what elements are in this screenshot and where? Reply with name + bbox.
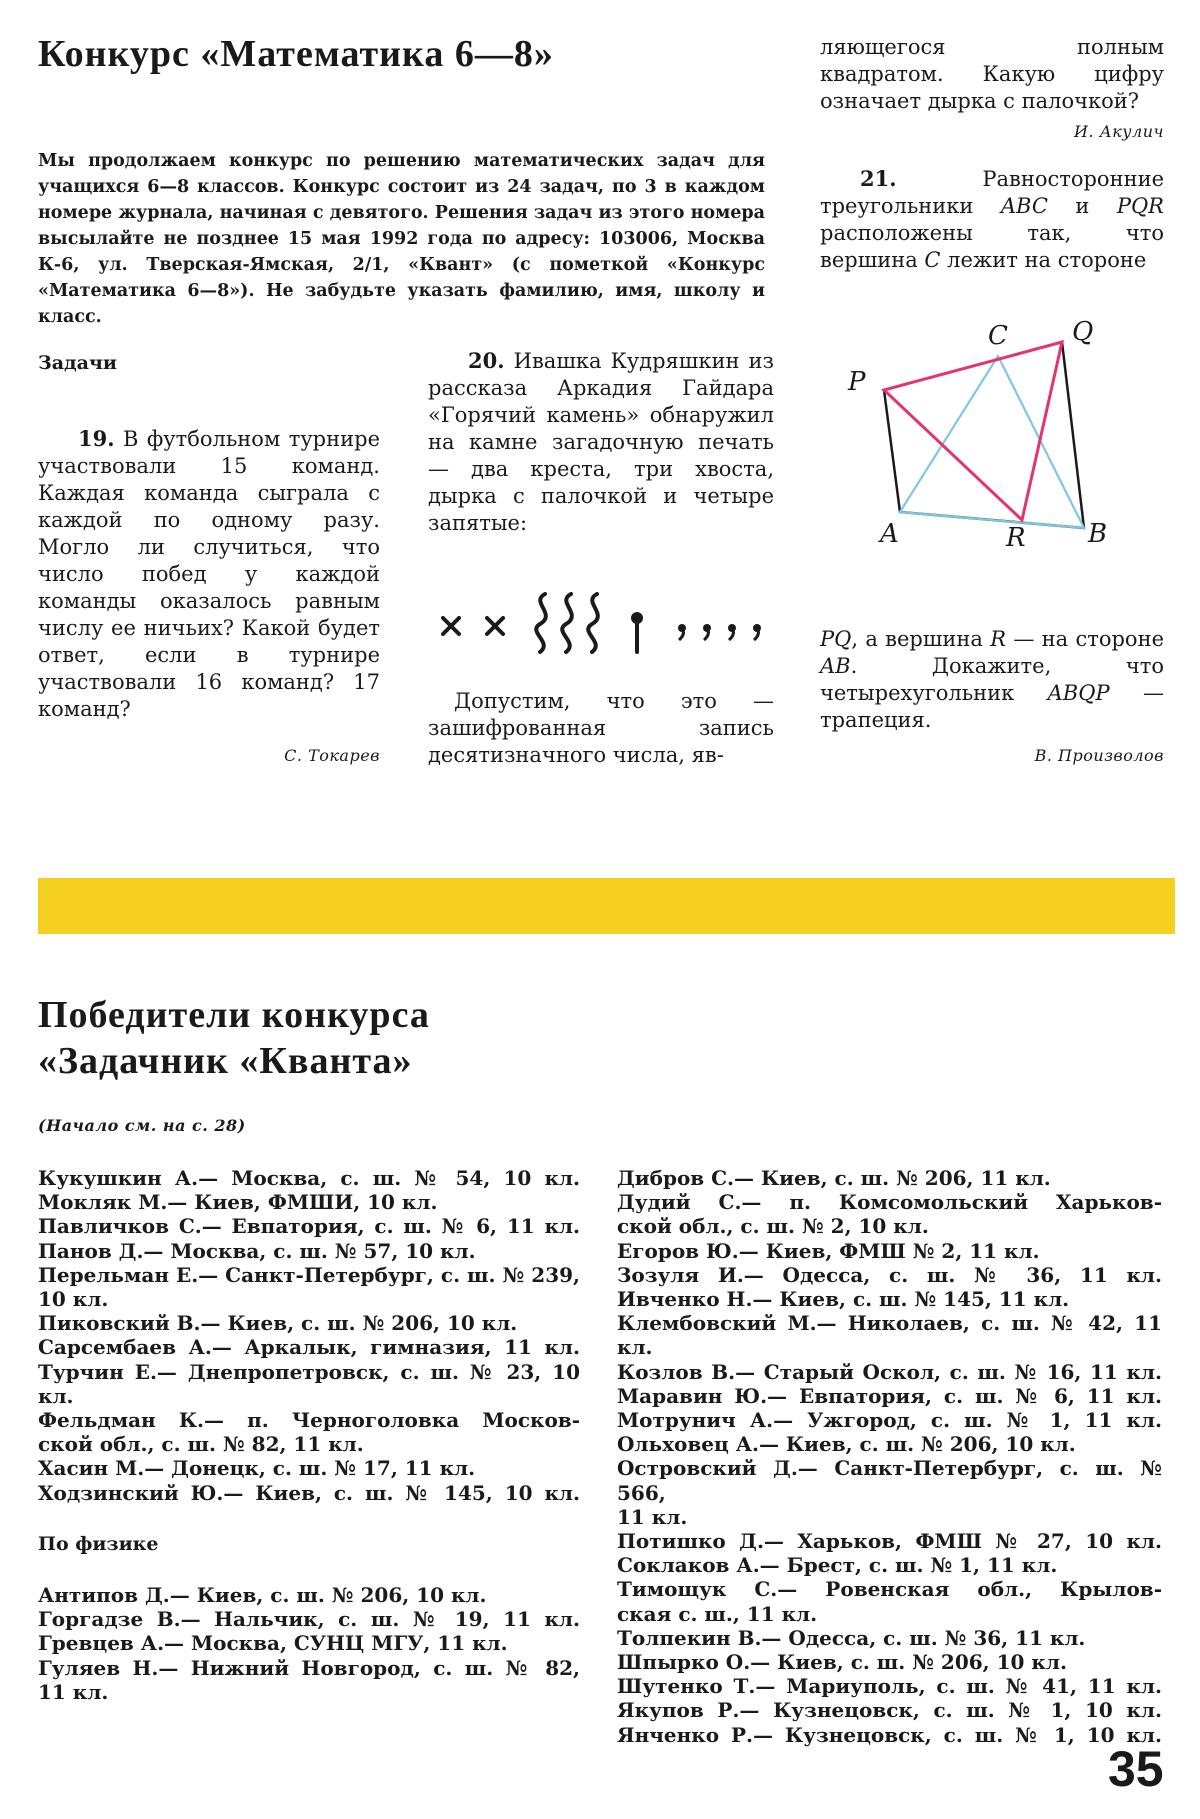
winners-list-left [38, 1166, 580, 1505]
list-item: Зозуля И.— Одесса, с. ш. № 36, 11 кл. [617, 1262, 1162, 1287]
list-item: Мокляк М.— Киев, ФМШИ, 10 кл. [38, 1190, 438, 1215]
list-item: Фельдман К.— п. Черноголовка Москов- [38, 1408, 580, 1433]
winners-list-physics [38, 1583, 580, 1704]
list-item: Павличков С.— Евпатория, с. ш. № 6, 11 кл. [38, 1214, 580, 1239]
contest-intro: Мы продолжаем конкурс по решению математических задач для учащихся 6—8 классов. Конкурс состоит из 24 задач, по 3 в каждом номере журнала, начиная с девятого. Решения задач из этого номера высылайте не позднее 15 мая 1992 года по адресу: 103006, Москва К-6, ул. Тверская-Ямская, 2/1, «Квант» (с пометкой «Конкурс «Математика 6—8»). Не забудьте указать фамилию, имя, школу и класс. [38, 151, 765, 327]
page-number: 35 [1108, 1741, 1164, 1797]
problem-19 [38, 425, 380, 723]
list-item: Пиковский В.— Киев, с. ш. № 206, 10 кл. [38, 1311, 518, 1336]
problem-21-text2-c: — на стороне [1006, 627, 1165, 651]
label-a: A [880, 519, 899, 549]
list-item: Толпекин В.— Одесса, с. ш. № 36, 11 кл. [617, 1625, 1086, 1650]
list-item: Ходзинский Ю.— Киев, с. ш. № 145, 10 кл. [38, 1480, 580, 1505]
yellow-divider-band [38, 878, 1175, 934]
problem-19-text: В футбольном турнире участвовали 15 команд. Каждая команда сыграла с каждой по одному разу. Могло ли случиться, что число побед у каждой команды оказалось равным числу ее ничьих? Какой будет ответ, если в турнире участвовали 16 команд? 17 команд? [38, 427, 380, 721]
list-item: Шутенко Т.— Мариуполь, с. ш. № 41, 11 кл. [617, 1674, 1162, 1699]
list-item: Перельман Е.— Санкт-Петербург, с. ш. № 239, [38, 1262, 580, 1287]
list-item: Шпырко О.— Киев, с. ш. № 206, 10 кл. [617, 1650, 1067, 1675]
list-item: Маравин Ю.— Евпатория, с. ш. № 6, 11 кл. [617, 1383, 1162, 1408]
list-item: Тимощук С.— Ровенская обл., Крылов- [617, 1577, 1162, 1602]
problem-21-text2-d: . Докажите, что четырехугольник [820, 654, 1164, 705]
winners-title [38, 992, 430, 1084]
triangles-figure [840, 320, 1150, 550]
list-item: Дудий С.— п. Комсомольский Харьков- [617, 1190, 1162, 1215]
list-item: Хасин М.— Донецк, с. ш. № 17, 11 кл. [38, 1456, 476, 1481]
list-item: Дибров С.— Киев, с. ш. № 206, 11 кл. [617, 1166, 1051, 1190]
list-item: Егоров Ю.— Киев, ФМШ № 2, 11 кл. [617, 1238, 1040, 1263]
problem-20-text2-cont [820, 34, 1164, 115]
contest-title: Конкурс «Математика 6—8» [38, 33, 554, 75]
problem-21-abqp: ABQP [1047, 681, 1110, 705]
list-item: 11 кл. [617, 1504, 688, 1529]
problem-21 [820, 165, 1164, 274]
triangles-figure-drawing [840, 320, 1150, 550]
list-item: Турчин Е.— Днепропетровск, с. ш. № 23, 10 кл. [38, 1359, 580, 1408]
problem-21-text2-b: , а вершина [851, 627, 991, 651]
problem-20-text: Ивашка Кудряшкин из рассказа Аркадия Гайдара «Горячий камень» обнаружил на камне загадочную печать — два креста, три хвоста, дырка с палочкой и четыре запятые: [428, 349, 774, 535]
winners-note: (Начало см. на с. 28) [38, 1116, 246, 1135]
problem-21-text-b: расположены так, что вершина [820, 221, 1164, 272]
problem-19-author: С. Токарев [284, 746, 380, 765]
list-item: 11 кл. [38, 1679, 109, 1704]
section-label-physics: По физике [38, 1533, 159, 1555]
list-item: Ольховец А.— Киев, с. ш. № 206, 10 кл. [617, 1432, 1076, 1457]
list-item: Горгадзе В.— Нальчик, с. ш. № 19, 11 кл. [38, 1607, 580, 1632]
list-item: Антипов Д.— Киев, с. ш. № 206, 10 кл. [38, 1583, 487, 1607]
list-item: Потишко Д.— Харьков, ФМШ № 27, 10 кл. [617, 1529, 1162, 1554]
list-item: Ивченко Н.— Киев, с. ш. № 145, 11 кл. [617, 1287, 1070, 1312]
list-item: ская с. ш., 11 кл. [617, 1601, 818, 1626]
label-p: P [848, 367, 866, 397]
winners-title-line1: Победители конкурса [38, 994, 430, 1036]
list-item: Островский Д.— Санкт-Петербург, с. ш. № 566, [617, 1456, 1162, 1505]
problem-20-text2-start: Допустим, что это — зашифрованная запись десятизначного числа, яв- [428, 689, 774, 767]
list-item: Янченко Р.— Кузнецовск, с. ш. № 1, 10 кл. [617, 1722, 1162, 1747]
problem-21-and: и [1047, 194, 1117, 218]
list-item: Клембовский М.— Николаев, с. ш. № 42, 11 кл. [617, 1311, 1162, 1360]
problem-20-author: И. Акулич [1073, 122, 1164, 141]
winners-list-right [617, 1166, 1162, 1747]
cipher-seal-drawing [435, 588, 775, 658]
winners-title-line2: «Задачник «Кванта» [38, 1040, 413, 1082]
list-item: ской обл., с. ш. № 82, 11 кл. [38, 1432, 364, 1457]
label-b: B [1088, 519, 1108, 549]
list-item: ской обл., с. ш. № 2, 10 кл. [617, 1214, 929, 1239]
problem-19-number: 19. [78, 426, 115, 451]
label-c: C [988, 321, 1008, 351]
problem-21-text-c: лежит на стороне [940, 248, 1147, 272]
list-item: Козлов В.— Старый Оскол, с. ш. № 16, 11 кл. [617, 1359, 1162, 1384]
list-item: Гуляев Н.— Нижний Новгород, с. ш. № 82, [38, 1655, 580, 1680]
problem-21-pq: PQ [820, 627, 852, 651]
list-item: Якупов Р.— Кузнецовск, с. ш. № 1, 10 кл. [617, 1698, 1162, 1723]
list-item: 10 кл. [38, 1287, 109, 1312]
list-item: Соклаков А.— Брест, с. ш. № 1, 11 кл. [617, 1553, 1058, 1578]
label-r: R [1006, 523, 1026, 550]
problem-21-number: 21. [860, 166, 897, 191]
list-item: Гревцев А.— Москва, СУНЦ МГУ, 11 кл. [38, 1631, 508, 1656]
list-item: Панов Д.— Москва, с. ш. № 57, 10 кл. [38, 1238, 476, 1263]
list-item: Кукушкин А.— Москва, с. ш. № 54, 10 кл. [38, 1166, 580, 1190]
problem-21-pqr: PQR [1116, 194, 1164, 218]
problem-20 [428, 347, 774, 537]
problem-21-ab: AB [820, 654, 851, 678]
cipher-seal [435, 588, 775, 658]
problem-20-text2-cont-text: ляющегося полным квадратом. Какую цифру означает дырка с палочкой? [820, 35, 1164, 113]
problem-21-author: В. Произволов [1034, 746, 1164, 765]
problem-20-number: 20. [468, 348, 505, 373]
list-item: Мотрунич А.— Ужгород, с. ш. № 1, 11 кл. [617, 1408, 1162, 1433]
label-q: Q [1072, 320, 1094, 347]
problem-21-c: C [924, 248, 941, 272]
problem-21-abc: ABC [1000, 194, 1048, 218]
list-item: Сарсембаев А.— Аркалык, гимназия, 11 кл. [38, 1335, 580, 1360]
problem-21-r: R [990, 627, 1007, 651]
section-label-problems: Задачи [38, 352, 117, 374]
problem-21-text-a: Равносторонние треугольники [820, 167, 1164, 218]
problem-21-text2-e: — трапеция. [820, 681, 1164, 732]
problem-20-continued [428, 688, 774, 769]
problem-21-continued [820, 626, 1164, 734]
